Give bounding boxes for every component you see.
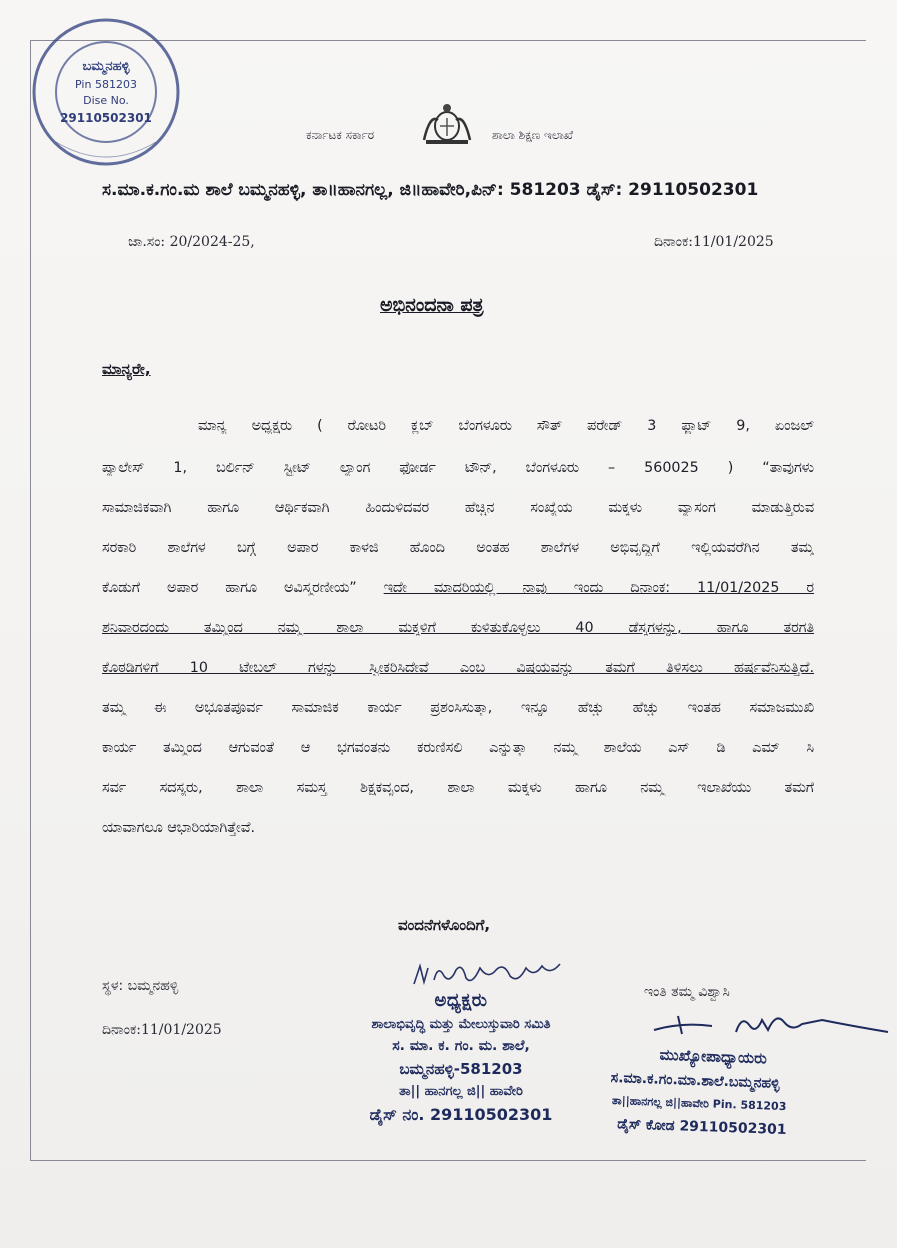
body-line-8: ತಮ್ಮ ಈ ಅಭೂತಪೂರ್ವ ಸಾಮಾಜಿಕ ಕಾರ್ಯ ಪ್ರಶಂಸಿಸುತ್ತಾ, ಇನ್ನೂ ಹೆಚ್ಚು ಹೆಚ್ಚು ಇಂತಹ ಸಮಾಜಮುಖಿ (102, 700, 814, 716)
department-label: ಶಾಲಾ ಶಿಕ್ಷಣ ಇಲಾಖೆ (492, 128, 574, 142)
body-line-6: ಶನಿವಾರದಂದು ತಮ್ಮಿಂದ ನಮ್ಮ ಶಾಲಾ ಮಕ್ಕಳಿಗೆ ಕುಳಿತುಕೊಳ್ಳಲು 40 ಡೆಸ್ಕಗಳನ್ನು, ಹಾಗೂ ತರಗತಿ (102, 620, 814, 636)
government-label: ಕರ್ನಾಟಕ ಸರ್ಕಾರ (306, 128, 375, 142)
headmaster-dise-code: ಡೈಸ್ ಕೋಡ 29110502301 (616, 1116, 787, 1139)
body-line-2: ಪ್ಯಾಲೇಸ್ 1, ಬರ್ಲಿನ್ ಸ್ಟ್ರೀಟ್ ಲ್ಯಾಂಗ ಫೋರ್ಡ ಟೌನ್, ಬೆಂಗಳೂರು – 560025 ) “ತಾವುಗಳು (102, 460, 814, 476)
stamp-title: ಅಧ್ಯಕ್ಷರು (434, 990, 488, 1011)
letter-date: ದಿನಾಂಕ:11/01/2025 (654, 234, 774, 250)
bottom-rule (30, 1160, 866, 1161)
yours-faithfully: ಇಂತಿ ತಮ್ಮ ವಿಶ್ವಾಸಿ (644, 984, 730, 1000)
stamp-village-pin: ಬಮ್ಮನಹಳ್ಳಿ-581203 (399, 1060, 523, 1078)
stamp-dise-no: ಡೈಸ್ ನಂ. 29110502301 (369, 1105, 553, 1124)
headmaster-title: ಮುಖ್ಯೋಪಾಧ್ಯಾಯರು (659, 1045, 768, 1068)
body-line-5-quote: ಕೊಡುಗೆ ಅಪಾರ ಹಾಗೂ ಅವಿಸ್ಮರಣೀಯ” (102, 580, 357, 596)
body-line-11: ಯಾವಾಗಲೂ ಆಭಾರಿಯಾಗಿತ್ತೇವೆ. (102, 820, 256, 836)
seal-pin: Pin 581203 (75, 78, 137, 91)
seal-name: ಬಮ್ಮನಹಳ್ಳಿ (82, 59, 130, 74)
headmaster-stamp (609, 1044, 882, 1141)
left-rule (30, 40, 31, 1160)
headmaster-signature (652, 1008, 892, 1038)
seal-dise-no: 29110502301 (60, 111, 152, 125)
body-line-7: ಕೊಠಡಿಗಳಿಗೆ 10 ಟೇಬಲ್ ಗಳನ್ನು ಸ್ವೀಕರಿಸಿದೇವೆ ಎಂಬ ವಿಷಯವನ್ನು ತಮಗೆ ತಿಳಿಸಲು ಹರ್ಷವೆನಿಸುತ್ತಿದೆ. (102, 660, 814, 676)
body-line-1: ಮಾನ್ಯ ಅಧ್ಯಕ್ಷರು ( ರೋಟರಿ ಕ್ಲಬ್ ಬೆಂಗಳೂರು ಸೌತ್ ಪರೇಡ್ 3 ಫ್ಲಾಟ್ 9, ಏಂಜಲ್ (198, 418, 814, 434)
body-line-9: ಕಾರ್ಯ ತಮ್ಮಿಂದ ಆಗುವಂತೆ ಆ ಭಗವಂತನು ಕರುಣಿಸಲಿ ಎನ್ನುತ್ತಾ ನಮ್ಮ ಶಾಲೆಯ ಎಸ್ ಡಿ ಎಮ್ ಸಿ (102, 740, 814, 756)
headmaster-school: ಸ.ಮಾ.ಕ.ಗಂ.ಮಾ.ಶಾಲೆ.ಬಮ್ಮನಹಳ್ಳಿ (610, 1069, 780, 1092)
school-seal (26, 12, 186, 172)
president-signature (410, 958, 570, 992)
school-address-line: ಸ.ಮಾ.ಕ.ಗಂ.ಮ ಶಾಲೆ ಬಮ್ಮನಹಳ್ಳಿ, ತಾ॥ಹಾನಗಲ್ಲ, ಜಿ॥ಹಾವೇರಿ,ಪಿನ್: 581203 ಡೈಸ್: 29110502301 (102, 180, 759, 200)
reference-number: ಜಾ.ಸಂ: 20/2024-25, (128, 234, 255, 250)
body-line-5 (102, 580, 814, 596)
footer-date: ದಿನಾಂಕ:11/01/2025 (102, 1022, 222, 1038)
headmaster-address: ತಾ||ಹಾನಗಲ್ಲ ಜಿ||ಹಾವೇರಿ Pin. 581203 (611, 1094, 787, 1114)
body-line-3: ಸಾಮಾಜಿಕವಾಗಿ ಹಾಗೂ ಆರ್ಥಿಕವಾಗಿ ಹಿಂದುಳಿದವರ ಹೆಚ್ಚಿನ ಸಂಖ್ಯೆಯ ಮಕ್ಕಳು ವ್ಯಾಸಂಗ ಮಾಡುತ್ತಿರುವ (102, 500, 814, 516)
stamp-school: ಸ. ಮಾ. ಕ. ಗಂ. ಮ. ಶಾಲೆ, (392, 1038, 530, 1054)
stamp-committee: ಶಾಲಾಭಿವೃದ್ಧಿ ಮತ್ತು ಮೇಲುಸ್ತುವಾರಿ ಸಮಿತಿ (371, 1017, 551, 1032)
salutation: ಮಾನ್ಯರೇ, (102, 360, 151, 378)
body-line-10: ಸರ್ವ ಸದಸ್ಯರು, ಶಾಲಾ ಸಮಸ್ತ ಶಿಕ್ಷಕವೃಂದ, ಶಾಲಾ ಮಕ್ಕಳು ಹಾಗೂ ನಮ್ಮ ಇಲಾಖೆಯು ತಮಗೆ (102, 780, 814, 796)
seal-graphic (26, 12, 186, 172)
government-emblem-icon (416, 100, 478, 146)
sdmc-president-stamp (316, 990, 606, 1125)
letter-title: ಅಭಿನಂದನಾ ಪತ್ರ (380, 294, 484, 316)
seal-dise-label: Dise No. (83, 94, 129, 107)
closing-greeting: ವಂದನೆಗಳೊಂದಿಗೆ, (398, 916, 491, 934)
body-line-5-underlined: ಇದೇ ಮಾದರಿಯಲ್ಲಿ ನಾವು ಇಂದು ದಿನಾಂಕ: 11/01/2025 ರ (383, 580, 814, 596)
place-label: ಸ್ಥಳ: ಬಮ್ಮನಹಳ್ಳಿ (102, 978, 179, 994)
stamp-taluk-district: ತಾ|| ಹಾನಗಲ್ಲ ಜಿ|| ಹಾವೇರಿ (399, 1084, 523, 1099)
body-line-4: ಸರಕಾರಿ ಶಾಲೆಗಳ ಬಗ್ಗೆ ಅಪಾರ ಕಾಳಜಿ ಹೊಂದಿ ಅಂತಹ ಶಾಲೆಗಳ ಅಭಿವೃದ್ಧಿಗೆ ಇಲ್ಲಿಯವರೆಗಿನ ತಮ್ಮ (102, 540, 814, 556)
